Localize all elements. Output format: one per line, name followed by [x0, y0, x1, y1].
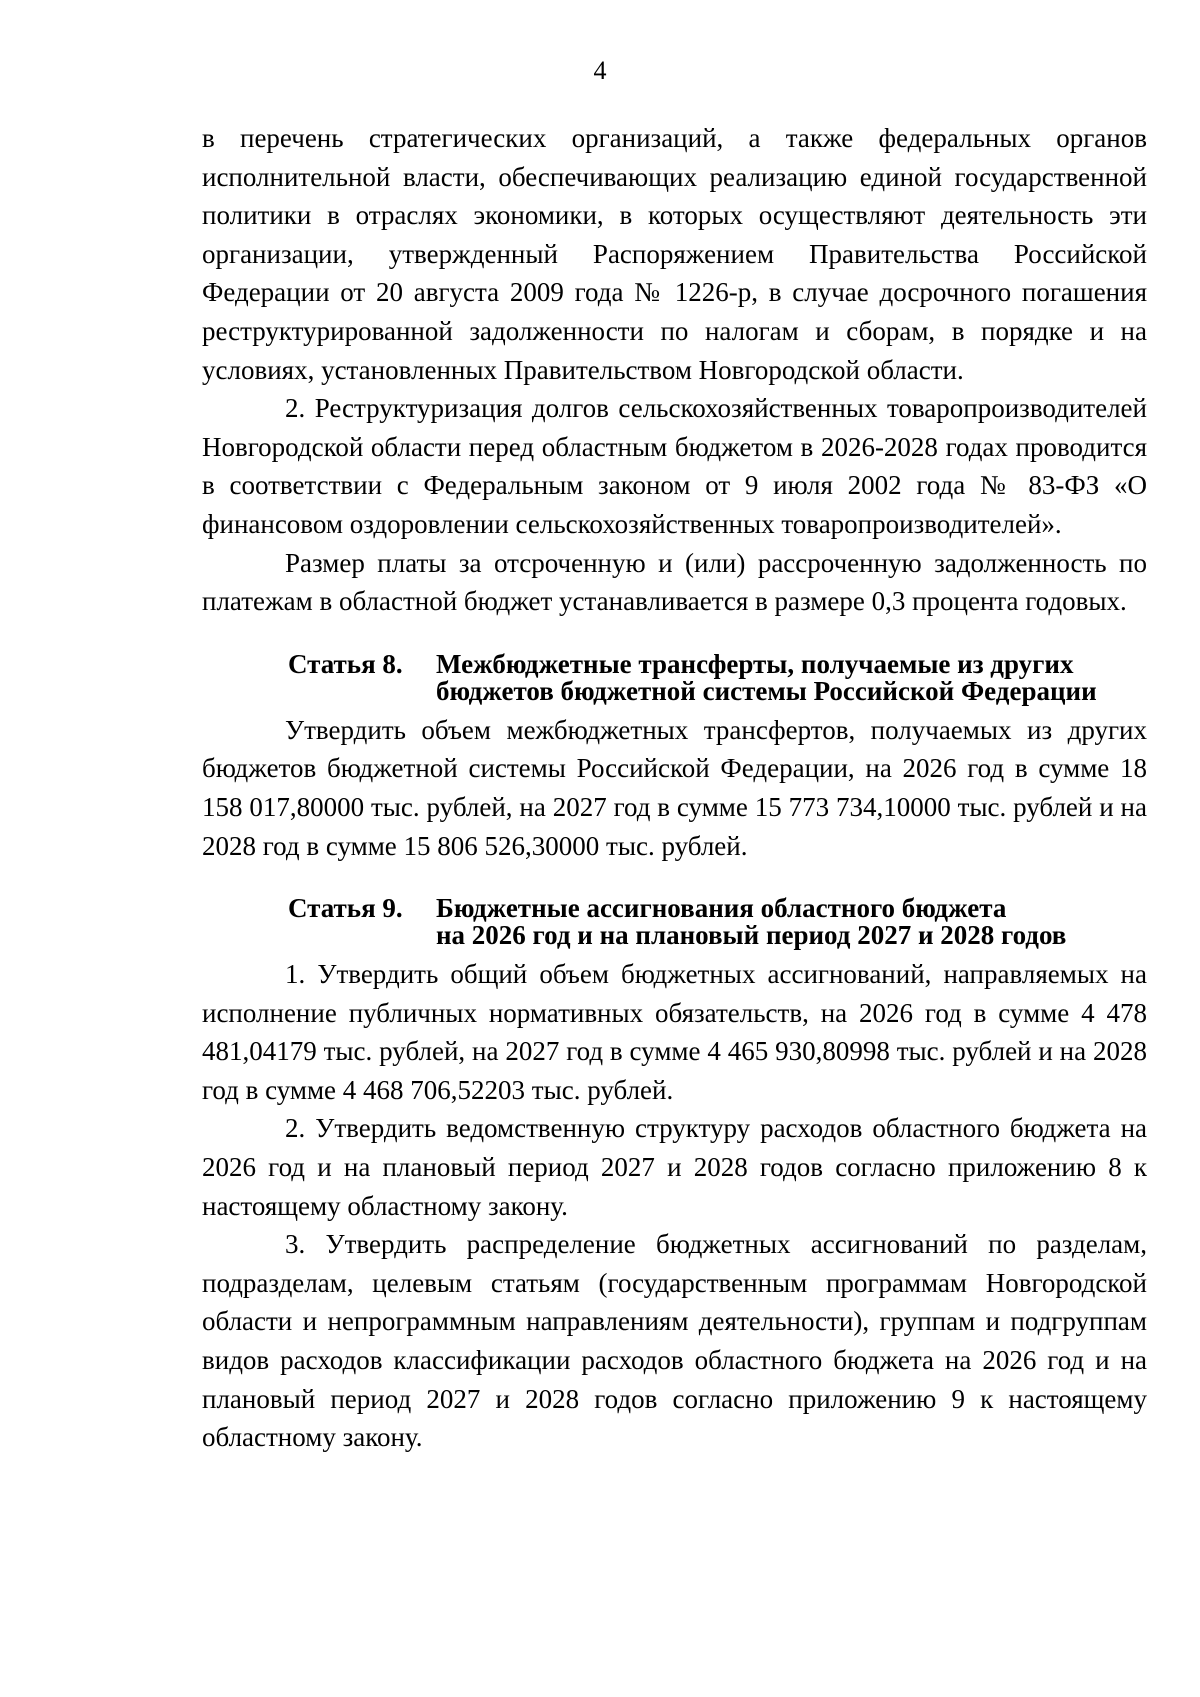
article-9-heading [202, 895, 1147, 949]
article-8-heading [202, 648, 1147, 706]
paragraph-debt-restructuring: 2. Реструктуризация долгов сельскохозяйственных товаропроизводителей Новгородской области перед областным бюджетом в 2026-2028 годах проводится в соответствии с Федеральным законом от 9 июля 2002 года № 83-ФЗ «О финансовом оздоровлении сельскохозяйственных товаропроизводителей». [202, 393, 1147, 539]
article-9-item-3: 3. Утвердить распределение бюджетных ассигнований по разделам, подразделам, целевым статьям (государственным программам Новгородской области и непрограммным направлениям деятельности), группам и подгруппам видов расходов классификации расходов областного бюджета на 2026 год и на плановый период 2027 и 2028 годов согласно приложению 9 к настоящему областному закону. [202, 1229, 1147, 1453]
article-8-title-line-2: бюджетов бюджетной системы Российской Федерации [436, 675, 1097, 706]
article-8-label: Статья 8. [288, 648, 403, 679]
article-8-title-line-1: Межбюджетные трансферты, получаемые из других [436, 648, 1074, 679]
article-9-title-line-2: на 2026 год и на плановый период 2027 и 2028 годов [436, 920, 1067, 951]
page-number: 4 [593, 56, 607, 85]
article-8-title [436, 648, 1147, 706]
article-9-title [436, 895, 1147, 949]
article-9-item-2: 2. Утвердить ведомственную структуру расходов областного бюджета на 2026 год и на плановый период 2027 и 2028 годов согласно приложению 8 к настоящему областному закону. [202, 1113, 1147, 1221]
paragraph-deferred-payment-fee: Размер платы за отсроченную и (или) рассроченную задолженность по платежам в областной бюджет устанавливается в размере 0,3 процента годовых. [202, 547, 1147, 617]
article-9-item-1: 1. Утвердить общий объем бюджетных ассигнований, направляемых на исполнение публичных нормативных обязательств, на 2026 год в сумме 4 478 481,04179 тыс. рублей, на 2027 год в сумме 4 465 930,80998 тыс. рублей и на 2028 год в сумме 4 468 706,52203 тыс. рублей. [202, 959, 1147, 1105]
document-body [202, 119, 1147, 1457]
article-9-label: Статья 9. [288, 893, 403, 924]
paragraph-strategic-organizations: в перечень стратегических организаций, а также федеральных органов исполнительной власти, обеспечивающих реализацию единой государственной политики в отраслях экономики, в которых осуществляют деятельность эти организации, утвержденный Распоряжением Правительства Российской Федерации от 20 августа 2009 года № 1226-р, в случае досрочного погашения реструктурированной задолженности по налогам и сборам, в порядке и на условиях, установленных Правительством Новгородской области. [202, 123, 1147, 385]
article-8-text: Утвердить объем межбюджетных трансфертов, получаемых из других бюджетов бюджетной системы Российской Федерации, на 2026 год в сумме 18 158 017,80000 тыс. рублей, на 2027 год в сумме 15 773 734,10000 тыс. рублей и на 2028 год в сумме 15 806 526,30000 тыс. рублей. [202, 714, 1147, 861]
article-9-title-line-1: Бюджетные ассигнования областного бюджета [436, 893, 1007, 924]
